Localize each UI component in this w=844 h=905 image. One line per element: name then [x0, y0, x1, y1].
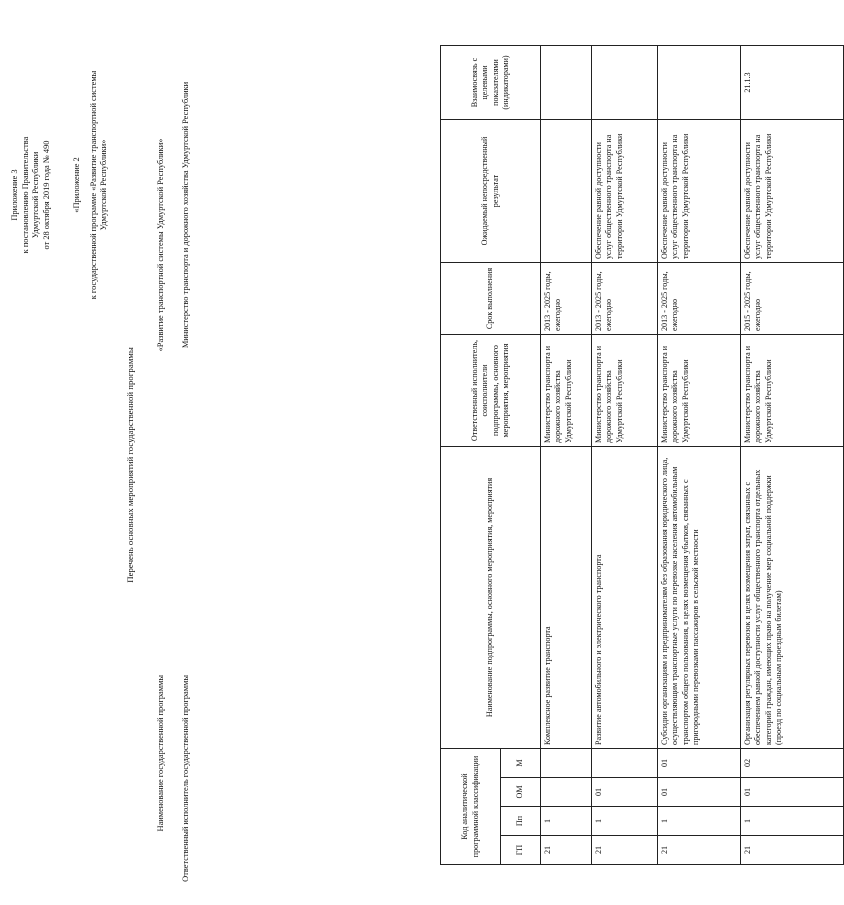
om-cell: [541, 778, 592, 807]
responsible-cell: Министерство транспорта и дорожного хозяйства Удмуртской Республики: [592, 335, 658, 447]
table-row: [741, 46, 844, 865]
annex-line: к постановлению Правительства: [20, 136, 30, 254]
om-header: ОМ: [501, 778, 541, 807]
term-cell: 2013 - 2025 годы, ежегодно: [541, 263, 592, 335]
link-cell: [658, 46, 741, 120]
m-cell: [592, 749, 658, 778]
om-cell: 01: [592, 778, 658, 807]
annex-line: Удмуртской Республики: [31, 151, 40, 239]
term-cell: 2015 - 2025 годы, ежегодно: [741, 263, 844, 335]
term-header: Срок выполнения: [441, 263, 541, 335]
gp-cell: 21: [658, 836, 741, 865]
annex2-block: [72, 25, 110, 345]
link-cell: [592, 46, 658, 120]
pp-cell: 1: [541, 807, 592, 836]
annex2-line: «Приложение 2: [72, 157, 81, 213]
m-cell: 01: [658, 749, 741, 778]
responsible-cell: Министерство транспорта и дорожного хозяйства Удмуртской Республики: [741, 335, 844, 447]
responsible-cell: Министерство транспорта и дорожного хозяйства Удмуртской Республики: [658, 335, 741, 447]
link-header: Взаимосвязь с целевыми показателями (индикаторами): [441, 46, 541, 120]
result-cell: [541, 120, 592, 263]
name-cell: Субсидии организациям и предпринимателям без образования юридического лица, осуществляющим транспортные услуги по перевозке населения автомобильным транспортом общего пользования, в целях возмещения убытков, связанных с пригородными перевозками пассажиров в сельской местности: [658, 447, 741, 749]
link-cell: [541, 46, 592, 120]
gp-header: ГП: [501, 836, 541, 865]
page-title: Перечень основных мероприятий государственной программы: [125, 347, 135, 583]
responsible-cell: Министерство транспорта и дорожного хозяйства Удмуртской Республики: [541, 335, 592, 447]
m-header: М: [501, 749, 541, 778]
executor-name: Министерство транспорта и дорожного хозяйства Удмуртской Республики: [181, 81, 190, 349]
term-cell: 2013 - 2025 годы, ежегодно: [592, 263, 658, 335]
pp-header: Пп: [501, 807, 541, 836]
header-row: [441, 46, 501, 865]
responsible-header: Ответственный исполнитель, соисполнители подпрограммы, основного мероприятия, мероприятия: [441, 335, 541, 447]
annex2-line: к государственной программе «Развитие транспортной системы: [88, 70, 98, 300]
annex2-line: Удмуртской Республики»: [99, 139, 108, 231]
result-cell: Обеспечение равной доступности услуг общественного транспорта на территории Удмуртской Республики: [658, 120, 741, 263]
pp-cell: 1: [592, 807, 658, 836]
gp-cell: 21: [741, 836, 844, 865]
name-header: Наименование подпрограммы, основного мероприятия, мероприятия: [441, 447, 541, 749]
result-cell: Обеспечение равной доступности услуг общественного транспорта на территории Удмуртской Республики: [592, 120, 658, 263]
annex-block: [10, 105, 52, 285]
gp-cell: 21: [541, 836, 592, 865]
name-cell: Организация регулярных перевозок в целях возмещения затрат, связанных с обеспечением равной доступности услуг общественного транспорта отдельных категорий граждан, имеющих право на получение мер социальной поддержки (проезд по социальным проездным билетам): [741, 447, 844, 749]
table-row: [592, 46, 658, 865]
executor-label: Ответственный исполнитель государственной программы: [181, 675, 190, 882]
name-cell: Комплексное развитие транспорта: [541, 447, 592, 749]
m-cell: [541, 749, 592, 778]
activities-table: [440, 45, 844, 865]
om-cell: 01: [741, 778, 844, 807]
program-name-label: Наименование государственной программы: [156, 675, 165, 832]
annex-line: Приложение 3: [10, 169, 19, 221]
gp-cell: 21: [592, 836, 658, 865]
pp-cell: 1: [658, 807, 741, 836]
annex-line: от 28 октября 2019 года № 490: [41, 140, 51, 250]
om-cell: 01: [658, 778, 741, 807]
result-header: Ожидаемый непосредственный результат: [441, 120, 541, 263]
link-cell: 21.1.3: [741, 46, 844, 120]
program-name: «Развитие транспортной системы Удмуртской Республики»: [156, 138, 165, 352]
code-header: Код аналитической программной классификации: [441, 749, 501, 865]
pp-cell: 1: [741, 807, 844, 836]
name-cell: Развитие автомобильного и электрического транспорта: [592, 447, 658, 749]
result-cell: Обеспечение равной доступности услуг общественного транспорта на территории Удмуртской Республики: [741, 120, 844, 263]
m-cell: 02: [741, 749, 844, 778]
term-cell: 2013 - 2025 годы, ежегодно: [658, 263, 741, 335]
table-row: [541, 46, 592, 865]
table-row: [658, 46, 741, 865]
